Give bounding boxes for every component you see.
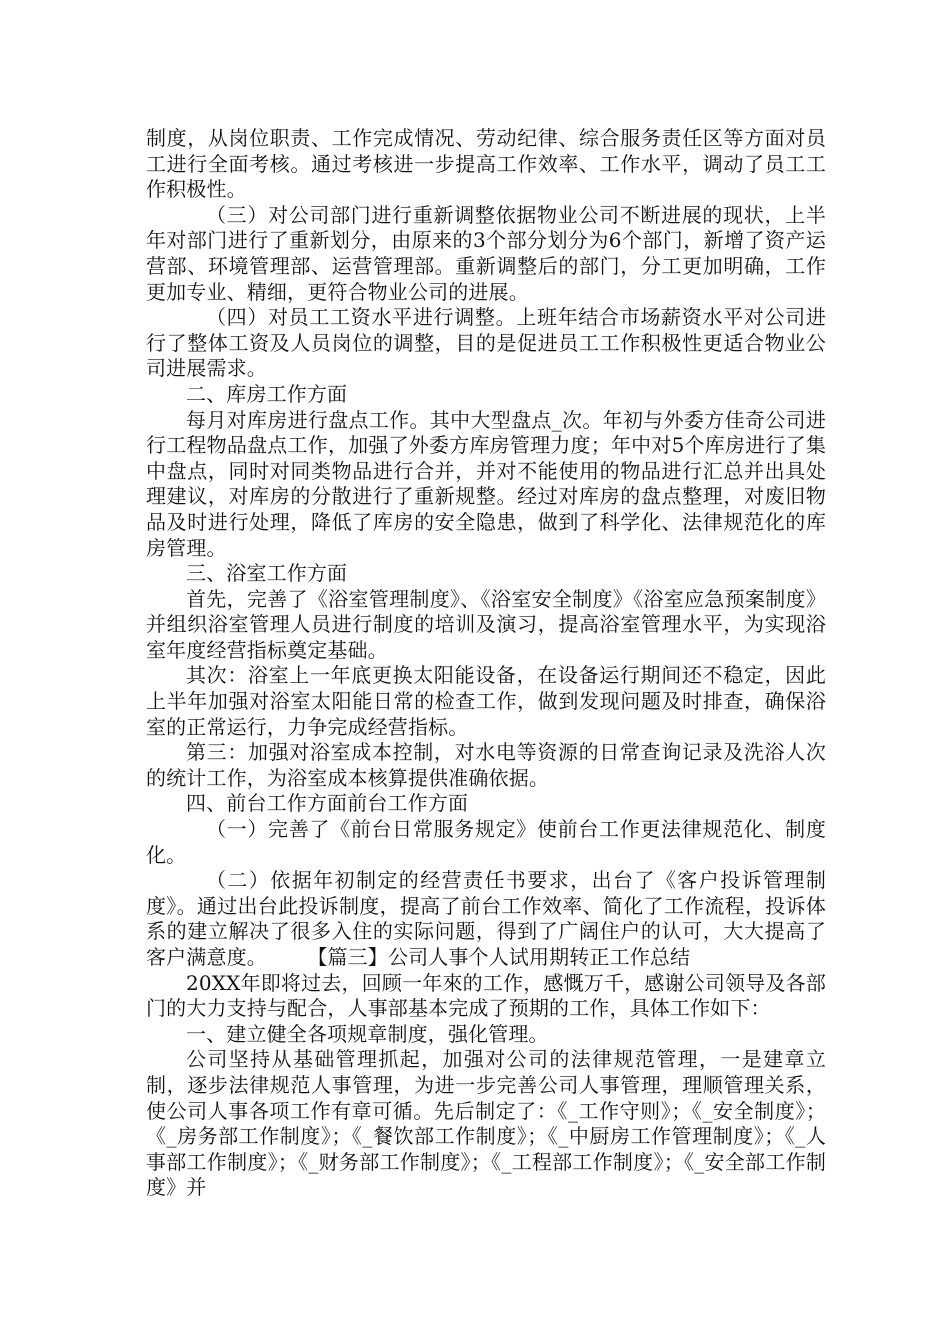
paragraph-warehouse: 每月对库房进行盘点工作。其中大型盘点_次。年初与外委方佳奇公司进行工程物品盘点工作，加强了外委方库房管理力度；年中对5个库房进行了集中盘点，同时对同类物品进行合并，并对不能使用的物品进行汇总并出具处理建议，对库房的分散进行了重新规整。经过对库房的盘点整理，对废旧物品及时进行处理，降低了库房的安全隐患，做到了科学化、法律规范化的库房管理。 [146, 407, 826, 560]
paragraph-front-desk-one: （一）完善了《前台日常服务规定》使前台工作更法律规范化、制度化。 [146, 817, 826, 867]
paragraph-bathhouse-first: 首先，完善了《浴室管理制度》、《浴室安全制度》《浴室应急预案制度》并组织浴室管理人员进行制度的培训及演习，提高浴室管理水平，为实现浴室年度经营指标奠定基础。 [146, 586, 826, 662]
document-body [146, 126, 826, 1201]
paragraph-regulations: 公司坚持从基础管理抓起，加强对公司的法律规范管理，一是建章立制，逐步法律规范人事管理，为进一步完善公司人事管理，理顺管理关系，使公司人事各项工作有章可循。先后制定了：《_工作守则》；《_安全制度》；《_房务部工作制度》；《_餐饮部工作制度》；《_中厨房工作管理制度》；《_人事部工作制度》；《_财务部工作制度》；《_工程部工作制度》；《_安全部工作制度》并 [146, 1047, 826, 1200]
paragraph-assessment: 制度，从岗位职责、工作完成情况、劳动纪律、综合服务责任区等方面对员工进行全面考核。通过考核进一步提高工作效率、工作水平，调动了员工工作积极性。 [146, 126, 826, 202]
paragraph-year-review: 20XX年即将过去，回顾一年來的工作，感慨万千，感谢公司领导及各部门的大力支持与配合，人事部基本完成了预期的工作，具体工作如下： [146, 970, 826, 1021]
paragraph-department-adjustment: （三）对公司部门进行重新调整依据物业公司不断进展的现状，上半年对部门进行了重新划分，由原来的3个部分划分为6个部门，新增了资产运营部、环境管理部、运营管理部。重新调整后的部门，分工更加明确，工作更加专业、精细，更符合物业公司的进展。 [146, 202, 826, 304]
paragraph-salary-adjustment: （四）对员工工资水平进行调整。上班年结合市场薪资水平对公司进行了整体工资及人员岗位的调整，目的是促进员工工作积极性更适合物业公司进展需求。 [146, 305, 826, 381]
paragraph-bathhouse-third: 第三：加强对浴室成本控制，对水电等资源的日常查询记录及洗浴人次的统计工作，为浴室成本核算提供准确依据。 [146, 740, 826, 790]
paragraph-bathhouse-second: 其次：浴室上一年底更换太阳能设备，在设备运行期间还不稳定，因此上半年加强对浴室太阳能日常的检查工作，做到发现问题及时排查，确保浴室的正常运行，力争完成经营指标。 [146, 663, 826, 739]
heading-front-desk: 四、前台工作方面前台工作方面 [186, 791, 469, 816]
heading-warehouse: 二、库房工作方面 [186, 381, 348, 406]
heading-bathhouse: 三、浴室工作方面 [186, 561, 348, 586]
heading-regulations: 一、建立健全各项规章制度，强化管理。 [186, 1021, 549, 1046]
paragraph-front-desk-two: （二）依据年初制定的经营责任书要求，出台了《客户投诉管理制度》。通过出台此投诉制度，提高了前台工作效率、简化了工作流程，投诉体系的建立解决了很多入住的实际问题，得到了广阔住户的认可，大大提高了客户满意度。 【篇三】公司人事个人试用期转正工作总结 [146, 868, 826, 969]
